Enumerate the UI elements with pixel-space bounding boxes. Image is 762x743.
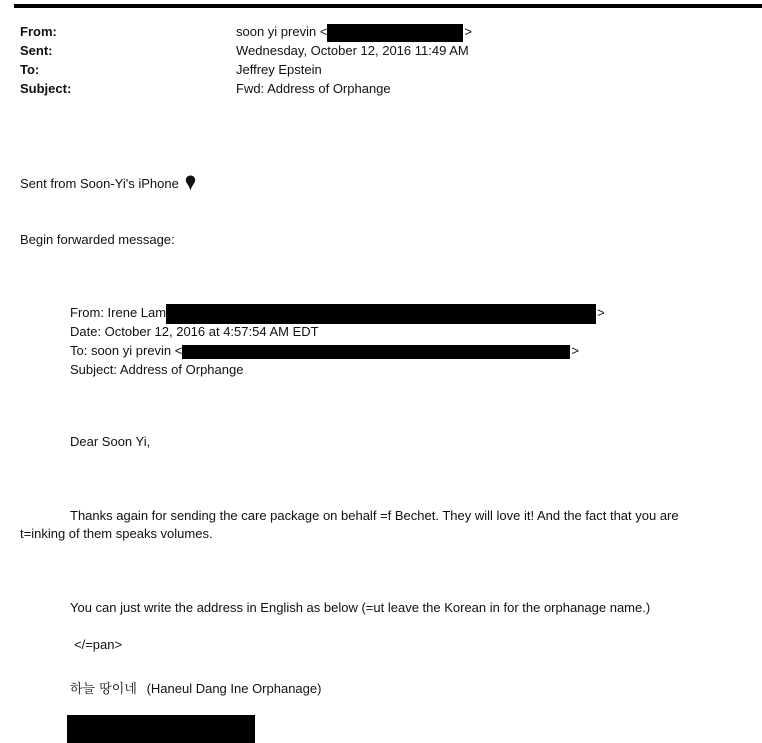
redaction-block (327, 24, 463, 42)
forwarded-to-row (70, 341, 750, 360)
from-close: > (464, 24, 473, 39)
to-row (20, 60, 750, 79)
forwarded-subject-row (70, 360, 750, 379)
email-header (20, 22, 750, 98)
greeting: Dear Soon Yi, (70, 434, 151, 449)
from-row (20, 22, 750, 41)
orphanage-english: (Haneul Dang Ine Orphanage) (146, 681, 322, 696)
sent-value: Wednesday, October 12, 2016 11:49 AM (236, 43, 469, 58)
paragraph-address: You can just write the address in English as below (=ut leave the Korean in for the orphanage name.) (70, 600, 651, 615)
forwarded-to: To: soon yi previn < (70, 343, 183, 358)
forwarded-from-close: > (597, 305, 605, 320)
span-tag-text: </=pan> (74, 637, 123, 652)
forwarded-date: Date: October 12, 2016 at 4:57:54 AM EDT (70, 324, 319, 339)
redaction-block (182, 345, 570, 359)
to-value: Jeffrey Epstein (236, 62, 322, 77)
forwarded-header (70, 303, 750, 379)
from-value (236, 22, 472, 42)
begin-forwarded-label: Begin forwarded message: (20, 232, 175, 247)
pin-icon (185, 175, 196, 191)
from-label: From: (20, 24, 57, 39)
sent-row (20, 41, 750, 60)
paragraph-thanks-line-2: t=inking of them speaks volumes. (20, 526, 213, 541)
sent-label: Sent: (20, 43, 53, 58)
sent-from-line (20, 175, 196, 193)
orphanage-korean: 하늘 땅이네 (70, 682, 137, 697)
sent-from-text: Sent from Soon-Yi's iPhone (20, 176, 179, 191)
from-name: soon yi previn < (236, 24, 328, 39)
forwarded-from-row (70, 303, 750, 322)
subject-value: Fwd: Address of Orphange (236, 81, 391, 96)
forwarded-to-close: > (571, 343, 579, 358)
forwarded-date-row (70, 322, 750, 341)
forwarded-from: From: Irene Lam (70, 305, 167, 320)
paragraph-thanks-line-1: Thanks again for sending the care package on behalf =f Bechet. They will love it! And the fact that you are (70, 508, 679, 523)
redaction-block (166, 304, 596, 324)
top-rule (14, 4, 762, 8)
to-label: To: (20, 62, 40, 77)
redaction-block (67, 715, 255, 743)
paragraph-thanks (20, 507, 750, 543)
orphanage-name (70, 680, 321, 699)
subject-label: Subject: (20, 81, 72, 96)
forwarded-subject: Subject: Address of Orphange (70, 362, 244, 377)
subject-row (20, 79, 750, 98)
